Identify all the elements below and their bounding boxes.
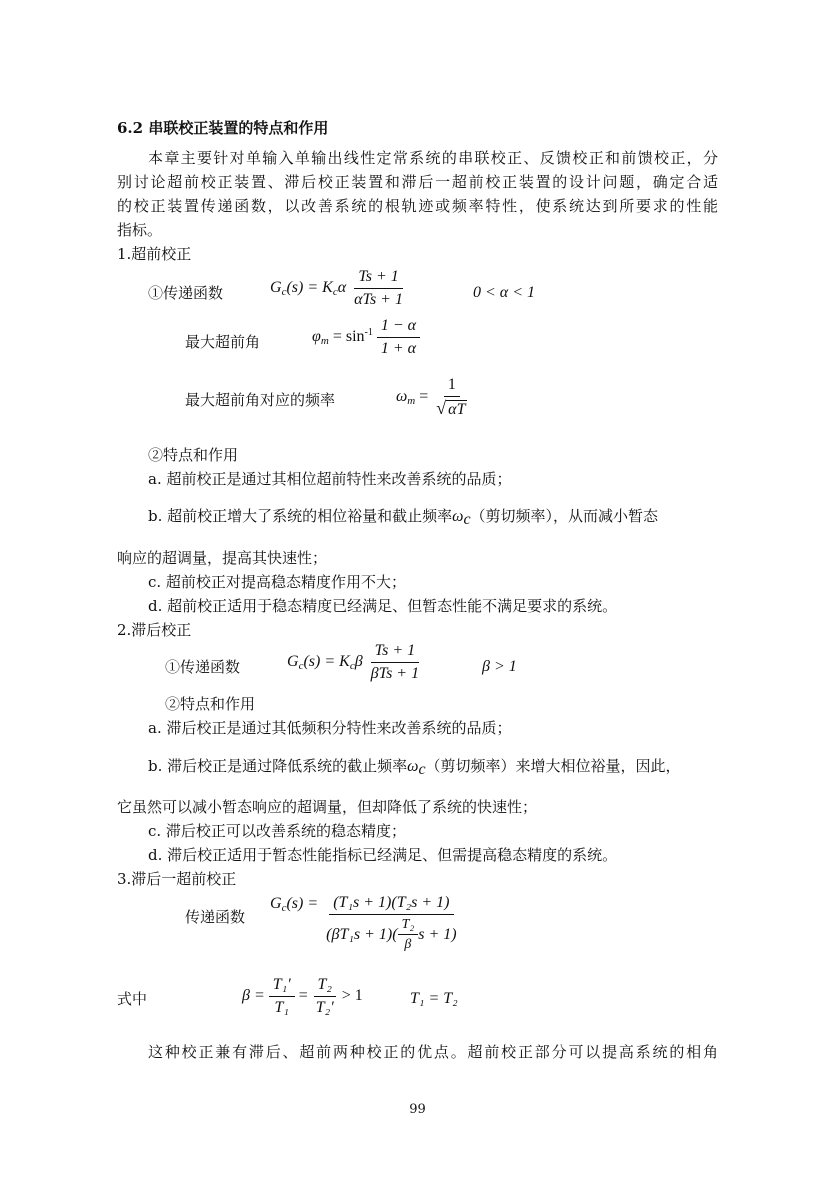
lead-omega-label: 最大超前角对应的频率 [185, 391, 336, 409]
intro-line-3: 的校正装置传递函数，以改善系统的根轨迹或频率特性，使系统达到所要求的性能 [117, 197, 718, 215]
lag-features-label: ②特点和作用 [165, 695, 256, 713]
lead-max-phase-formula: $\varphi_m = \sin^{-1}$ $\frac{1 - \alpha}{1 + \alpha}$ [312, 317, 420, 358]
laglead-heading: 3.滞后一超前校正 [117, 870, 237, 888]
page-number: 99 [409, 1102, 426, 1117]
laglead-tf-label: 传递函数 [185, 908, 246, 926]
lag-tf-condition: β > 1 [482, 658, 517, 675]
lead-tf-condition: 0 < α < 1 [473, 284, 535, 301]
laglead-where-label: 式中 [117, 990, 148, 1008]
lead-feature-c: c. 超前校正对提高稳态精度作用不大； [148, 573, 406, 591]
laglead-last-line: 这种校正兼有滞后、超前两种校正的优点。超前校正部分可以提高系统的相角 [148, 1043, 718, 1061]
lead-omega-formula: $\omega_m$ = $\frac{1}{√ \alpha T}$ [396, 376, 466, 418]
intro-line-1: 本章主要针对单输入单输出线性定常系统的串联校正、反馈校正和前馈校正，分 [148, 149, 718, 167]
laglead-t-equality: T₁ = T₂ [410, 990, 458, 1007]
laglead-beta-definition: β = $\frac{\text{T₁′}}{\text{T₁}}$ = $\frac{\text{T₂}}{\text{T₂′}}$ > 1 [242, 976, 363, 1016]
lead-feature-d: d. 超前校正适用于稳态精度已经满足、但暂态性能不满足要求的系统。 [148, 597, 618, 615]
intro-line-2: 别讨论超前校正装置、滞后校正装置和滞后一超前校正装置的设计问题，确定合适 [117, 173, 718, 191]
lag-heading: 2.滞后校正 [117, 621, 192, 639]
lead-features-label: ②特点和作用 [148, 446, 239, 464]
lag-feature-b-line1: b. 滞后校正是通过降低系统的截止频率$\omega_c$（剪切频率）来增大相位裕量，因此， [148, 757, 681, 778]
lag-feature-d: d. 滞后校正适用于暂态性能指标已经满足、但需提高稳态精度的系统。 [148, 846, 618, 864]
lag-tf-label: ①传递函数 [165, 658, 241, 676]
lag-transfer-function: $G_c(s) = K_c\beta$ $\frac{Ts + 1}{\text{βTs + 1}}$ [287, 642, 420, 682]
lead-feature-b-line2: 响应的超调量，提高其快速性； [117, 549, 328, 567]
lead-transfer-function: $G_c(s) = K_c\alpha$ $\frac{Ts + 1}{\text{αTs + 1}}$ [270, 268, 403, 308]
lead-tf-label: ①传递函数 [148, 284, 224, 302]
lead-heading: 1.超前校正 [117, 245, 192, 263]
lead-phi-label: 最大超前角 [185, 333, 261, 351]
lead-feature-b-line1: b. 超前校正增大了系统的相位裕量和截止频率$\omega_c$（剪切频率），从而减小暂态 [148, 507, 659, 528]
laglead-transfer-function: $G_c(s)$ = (T₁s + 1)(T₂s + 1) (βT₁s + 1)( $\frac{\text{T₂}}{\beta}$ s + 1) [270, 894, 457, 952]
intro-line-4: 指标。 [117, 221, 163, 239]
lag-feature-c: c. 滞后校正可以改善系统的稳态精度； [148, 822, 406, 840]
lead-feature-a: a. 超前校正是通过其相位超前特性来改善系统的品质； [148, 470, 512, 488]
lag-feature-b-line2: 它虽然可以减小暂态响应的超调量，但却降低了系统的快速性； [117, 798, 538, 816]
section-title: 6.2 串联校正装置的特点和作用 [117, 119, 329, 137]
lag-feature-a: a. 滞后校正是通过其低频积分特性来改善系统的品质； [148, 719, 512, 737]
